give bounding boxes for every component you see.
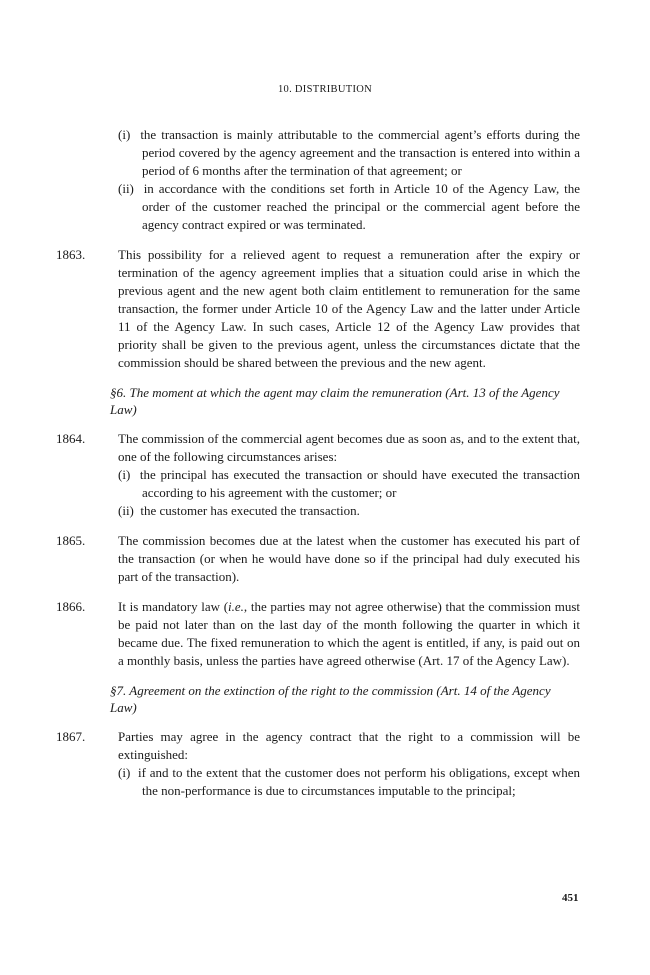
item-marker: (i) xyxy=(118,127,131,142)
paragraph-text-b: , the parties may not agree otherwise) that the commission must be paid not later than on the last day of the month following the quarter in which it became due. The fixed remuneration to which the agent is entitled, if any, is paid out on a monthly basis, unless the parties have agreed otherwise (Art. 17 of the Agency Law). xyxy=(118,599,580,668)
paragraph-number: 1865. xyxy=(56,533,86,548)
page-number: 451 xyxy=(562,892,579,904)
item-text: the principal has executed the transaction or should have executed the transaction according to his agreement with the customer; or xyxy=(139,467,580,500)
paragraph-1866 xyxy=(56,598,580,670)
item-text: the customer has executed the transaction. xyxy=(140,503,360,518)
paragraph-1864 xyxy=(56,430,580,466)
list-item xyxy=(118,126,580,180)
item-text: if and to the extent that the customer does not perform his obligations, except when the non-performance is due to circumstances imputable to the principal; xyxy=(137,765,580,798)
list-item xyxy=(118,466,580,502)
page-body xyxy=(56,126,580,800)
paragraph-text: The commission becomes due at the latest when the customer has executed his part of the transaction (or when he would have done so if the principal had duly executed his part of the transaction). xyxy=(118,533,580,584)
paragraph-number: 1867. xyxy=(56,729,86,744)
paragraph-text: The commission of the commercial agent becomes due as soon as, and to the extent that, one of the following circumstances arises: xyxy=(118,431,580,464)
paragraph-text-ie: i.e. xyxy=(228,599,244,614)
paragraph-1865 xyxy=(56,532,580,586)
paragraph-number: 1866. xyxy=(56,599,86,614)
list-item xyxy=(118,180,580,234)
paragraph-number: 1863. xyxy=(56,247,86,262)
list-item xyxy=(118,764,580,800)
paragraph-1863 xyxy=(56,246,580,372)
item-marker: (i) xyxy=(118,467,131,482)
section-heading-6: §6. The moment at which the agent may claim the remuneration (Art. 13 of the Agency Law) xyxy=(110,385,560,417)
item-text: the transaction is mainly attributable to the commercial agent’s efforts during the period covered by the agency agreement and the transaction is entered into within a period of 6 months after the termination of that agreement; or xyxy=(140,127,580,178)
paragraph-text-a: It is mandatory law ( xyxy=(118,599,229,614)
item-marker: (ii) xyxy=(118,503,134,518)
paragraph-number: 1864. xyxy=(56,431,86,446)
item-text: in accordance with the conditions set forth in Article 10 of the Agency Law, the order of the customer reached the principal or the commercial agent before the agency contract expired or was terminated. xyxy=(142,181,580,232)
paragraph-text: Parties may agree in the agency contract that the right to a commission will be extinguished: xyxy=(118,729,580,762)
list-item xyxy=(118,502,580,520)
section-heading-7: §7. Agreement on the extinction of the right to the commission (Art. 14 of the Agency Law) xyxy=(110,683,551,715)
item-marker: (ii) xyxy=(118,181,134,196)
running-head: 10. DISTRIBUTION xyxy=(277,84,373,95)
paragraph-text: This possibility for a relieved agent to request a remuneration after the expiry or termination of the agency agreement implies that a situation could arise in which the previous agent and the new agent both claim entitlement to remuneration for the same transaction, the former under Article 10 of the Agency Law and the latter under Article 11 of the Agency Law. In such cases, Article 12 of the Agency Law provides that priority shall be given to the previous agent, unless the circumstances dictate that the commission should be shared between the previous and the new agent. xyxy=(118,247,580,370)
item-marker: (i) xyxy=(118,765,131,780)
paragraph-1867 xyxy=(56,728,580,764)
